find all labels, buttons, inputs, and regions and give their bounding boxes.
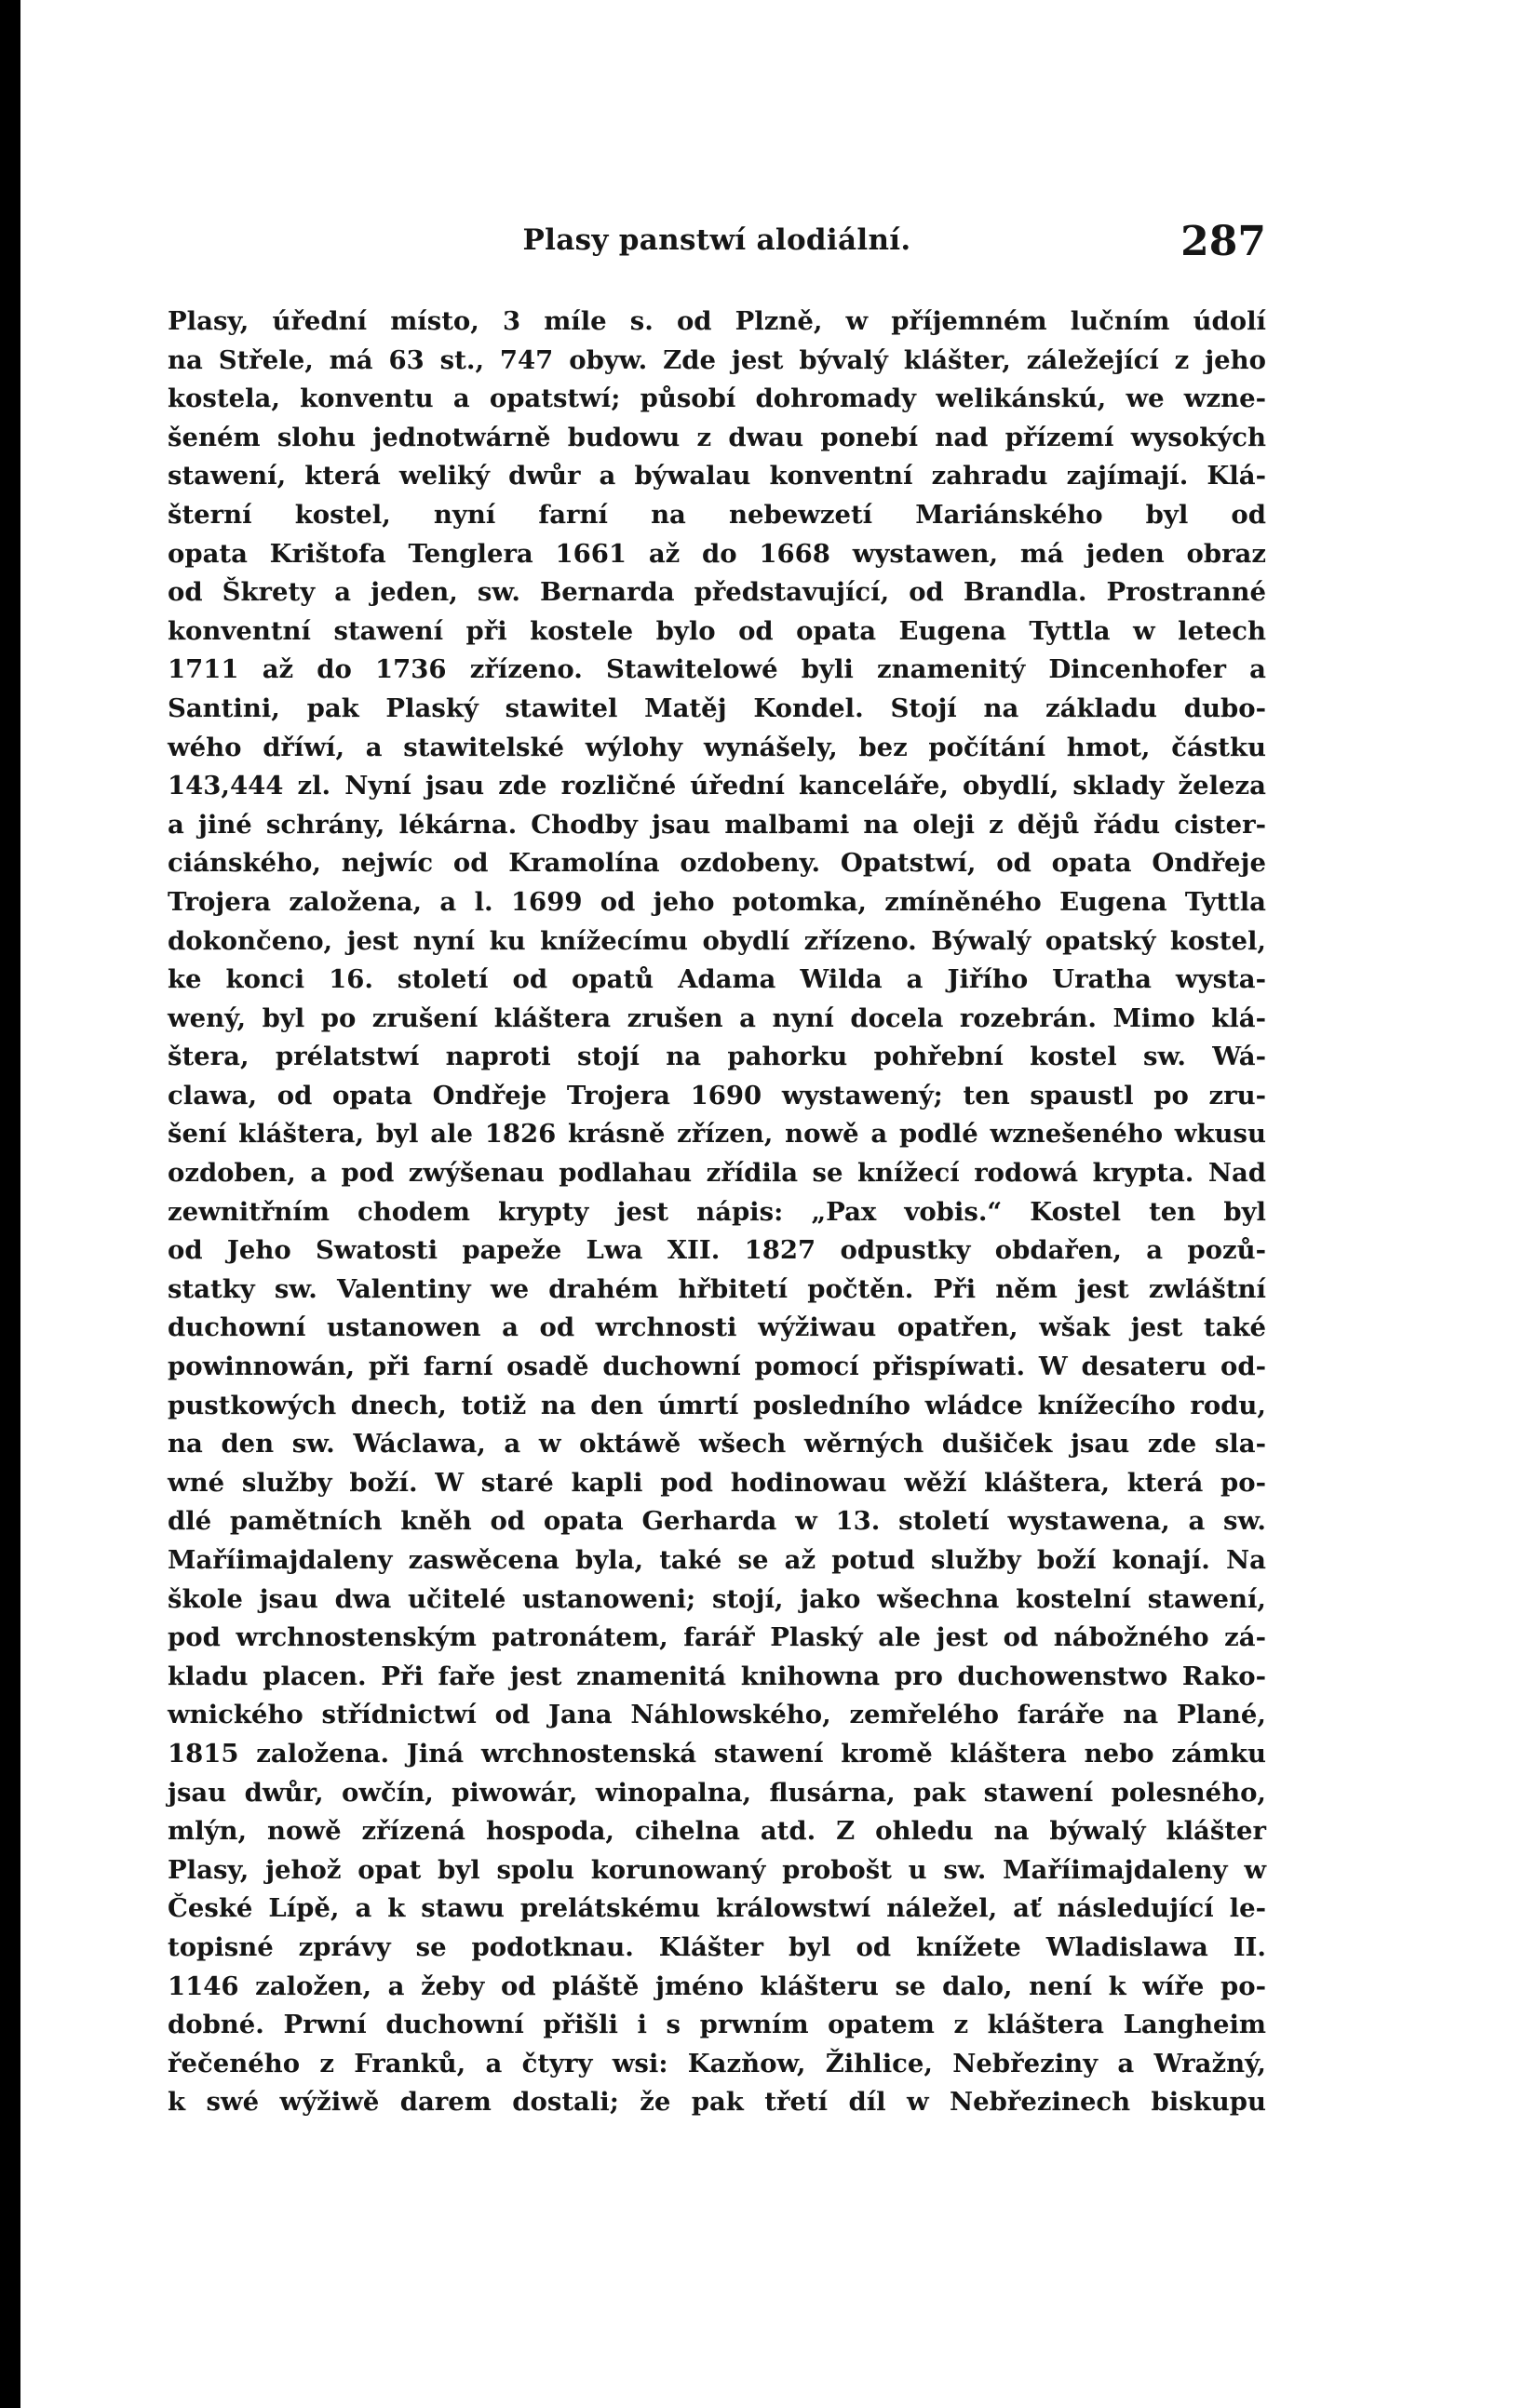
- text-line: a jiné schrány, lékárna. Chodby jsau malbami na oleji z dějů řádu cister-: [168, 809, 1266, 840]
- text-line: od Škrety a jeden, sw. Bernarda představující, od Brandla. Prostranné: [168, 577, 1266, 608]
- text-line: 1711 až do 1736 zřízeno. Stawitelowé byli znamenitý Dincenhofer a: [168, 654, 1266, 685]
- text-line: mlýn, nowě zřízená hospoda, cihelna atd. Z ohledu na býwalý klášter: [168, 1816, 1266, 1847]
- text-line: k swé wýžiwě darem dostali; že pak třetí díl w Nebřezinech biskupu: [168, 2087, 1266, 2118]
- text-line: šení kláštera, byl ale 1826 krásně zřízen, nowě a podlé wznešeného wkusu: [168, 1119, 1266, 1150]
- text-line: topisné zprávy se podotknau. Klášter byl od knížete Wladislawa II.: [168, 1931, 1266, 1962]
- running-head: [168, 218, 1266, 279]
- text-line: duchowní ustanowen a od wrchnosti wýžiwau opatřen, wšak jest také: [168, 1312, 1266, 1343]
- book-page: [168, 218, 1266, 2122]
- text-line: statky sw. Valentiny we drahém hřbitetí počtěn. Při něm jest zwláštní: [168, 1273, 1266, 1304]
- text-line: pod wrchnostenským patronátem, farář Plaský ale jest od nábožného zá-: [168, 1622, 1266, 1653]
- text-line: dokončeno, jest nyní ku knížecímu obydlí zřízeno. Býwalý opatský kostel,: [168, 925, 1266, 956]
- running-title: Plasy panstwí alodiální.: [522, 223, 911, 257]
- text-line: opata Krištofa Tenglera 1661 až do 1668 wystawen, má jeden obraz: [168, 538, 1266, 569]
- text-line: na Střele, má 63 st., 747 obyw. Zde jest bývalý klášter, záležející z jeho: [168, 344, 1266, 375]
- text-line: konventní stawení při kostele bylo od opata Eugena Tyttla w letech: [168, 615, 1266, 646]
- text-line: dobné. Prwní duchowní přišli i s prwním opatem z kláštera Langheim: [168, 2010, 1266, 2040]
- text-line: Trojera založena, a l. 1699 od jeho potomka, zmíněného Eugena Tyttla: [168, 886, 1266, 917]
- text-line: ozdoben, a pod zwýšenau podlahau zřídila se knížecí rodowá krypta. Nad: [168, 1158, 1266, 1189]
- text-line: od Jeho Swatosti papeže Lwa XII. 1827 odpustky obdařen, a pozů-: [168, 1235, 1266, 1266]
- text-line: škole jsau dwa učitelé ustanoweni; stojí, jako wšechna kostelní stawení,: [168, 1583, 1266, 1614]
- text-line: řečeného z Franků, a čtyry wsi: Kazňow, Žihlice, Nebřeziny a Wražný,: [168, 2048, 1266, 2078]
- text-line: 143,444 zl. Nyní jsau zde rozličné úřední kanceláře, obydlí, sklady železa: [168, 771, 1266, 801]
- text-line: ciánského, nejwíc od Kramolína ozdobeny. Opatstwí, od opata Ondřeje: [168, 848, 1266, 879]
- body-text: [168, 303, 1266, 2122]
- scan-dark-edge: [0, 0, 20, 2408]
- text-line: 1815 založena. Jiná wrchnostenská stawení kromě kláštera nebo zámku: [168, 1738, 1266, 1769]
- text-line: dlé pamětních kněh od opata Gerharda w 13. století wystawena, a sw.: [168, 1506, 1266, 1537]
- text-line: na den sw. Wáclawa, a w oktáwě wšech wěrných dušiček jsau zde sla-: [168, 1429, 1266, 1460]
- text-line: wnického střídnictwí od Jana Náhlowského, zemřelého faráře na Plané,: [168, 1700, 1266, 1730]
- text-line: 1146 založen, a žeby od pláště jméno klášteru se dalo, není k wíře po-: [168, 1971, 1266, 2001]
- text-line: powinnowán, při farní osadě duchowní pomocí přispíwati. W desateru od-: [168, 1352, 1266, 1382]
- text-line: wého dříwí, a stawitelské wýlohy wynášely, bez počítání hmot, částku: [168, 732, 1266, 762]
- text-line: Maříimajdaleny zaswěcena byla, také se až potud služby boží konají. Na: [168, 1545, 1266, 1575]
- text-line: ke konci 16. století od opatů Adama Wilda a Jiřího Uratha wysta-: [168, 964, 1266, 995]
- text-line: clawa, od opata Ondřeje Trojera 1690 wystawený; ten spaustl po zru-: [168, 1080, 1266, 1110]
- text-line: štera, prélatstwí naproti stojí na pahorku pohřební kostel sw. Wá-: [168, 1042, 1266, 1072]
- text-line: pustkowých dnech, totiž na den úmrtí posledního wládce knížecího rodu,: [168, 1390, 1266, 1420]
- text-line: stawení, která weliký dwůr a býwalau konventní zahradu zajímají. Klá-: [168, 461, 1266, 491]
- text-line: Santini, pak Plaský stawitel Matěj Kondel. Stojí na základu dubo-: [168, 693, 1266, 723]
- text-line: kladu placen. Při faře jest znamenitá knihowna pro duchowenstwo Rako-: [168, 1661, 1266, 1691]
- text-line: šeném slohu jednotwárně budowu z dwau ponebí nad přízemí wysokých: [168, 422, 1266, 452]
- text-line: kostela, konventu a opatstwí; působí dohromady welikánskú, we wzne-: [168, 383, 1266, 414]
- text-line: jsau dwůr, owčín, piwowár, winopalna, flusárna, pak stawení polesného,: [168, 1777, 1266, 1808]
- text-line: Plasy, jehož opat byl spolu korunowaný probošt u sw. Maříimajdaleny w: [168, 1854, 1266, 1885]
- text-line: zewnitřním chodem krypty jest nápis: „Pax vobis.“ Kostel ten byl: [168, 1196, 1266, 1227]
- text-line: Plasy, úřední místo, 3 míle s. od Plzně, w příjemném lučním údolí: [168, 306, 1266, 336]
- text-line: wený, byl po zrušení kláštera zrušen a nyní docela rozebrán. Mimo klá-: [168, 1002, 1266, 1033]
- text-line: wné služby boží. W staré kapli pod hodinowau wěží kláštera, která po-: [168, 1467, 1266, 1498]
- text-line: šterní kostel, nyní farní na nebewzetí Mariánského byl od: [168, 499, 1266, 530]
- text-line: České Lípě, a k stawu prelátskému králowstwí náležel, ať následující le-: [168, 1893, 1266, 1924]
- page-number: 287: [1180, 218, 1266, 265]
